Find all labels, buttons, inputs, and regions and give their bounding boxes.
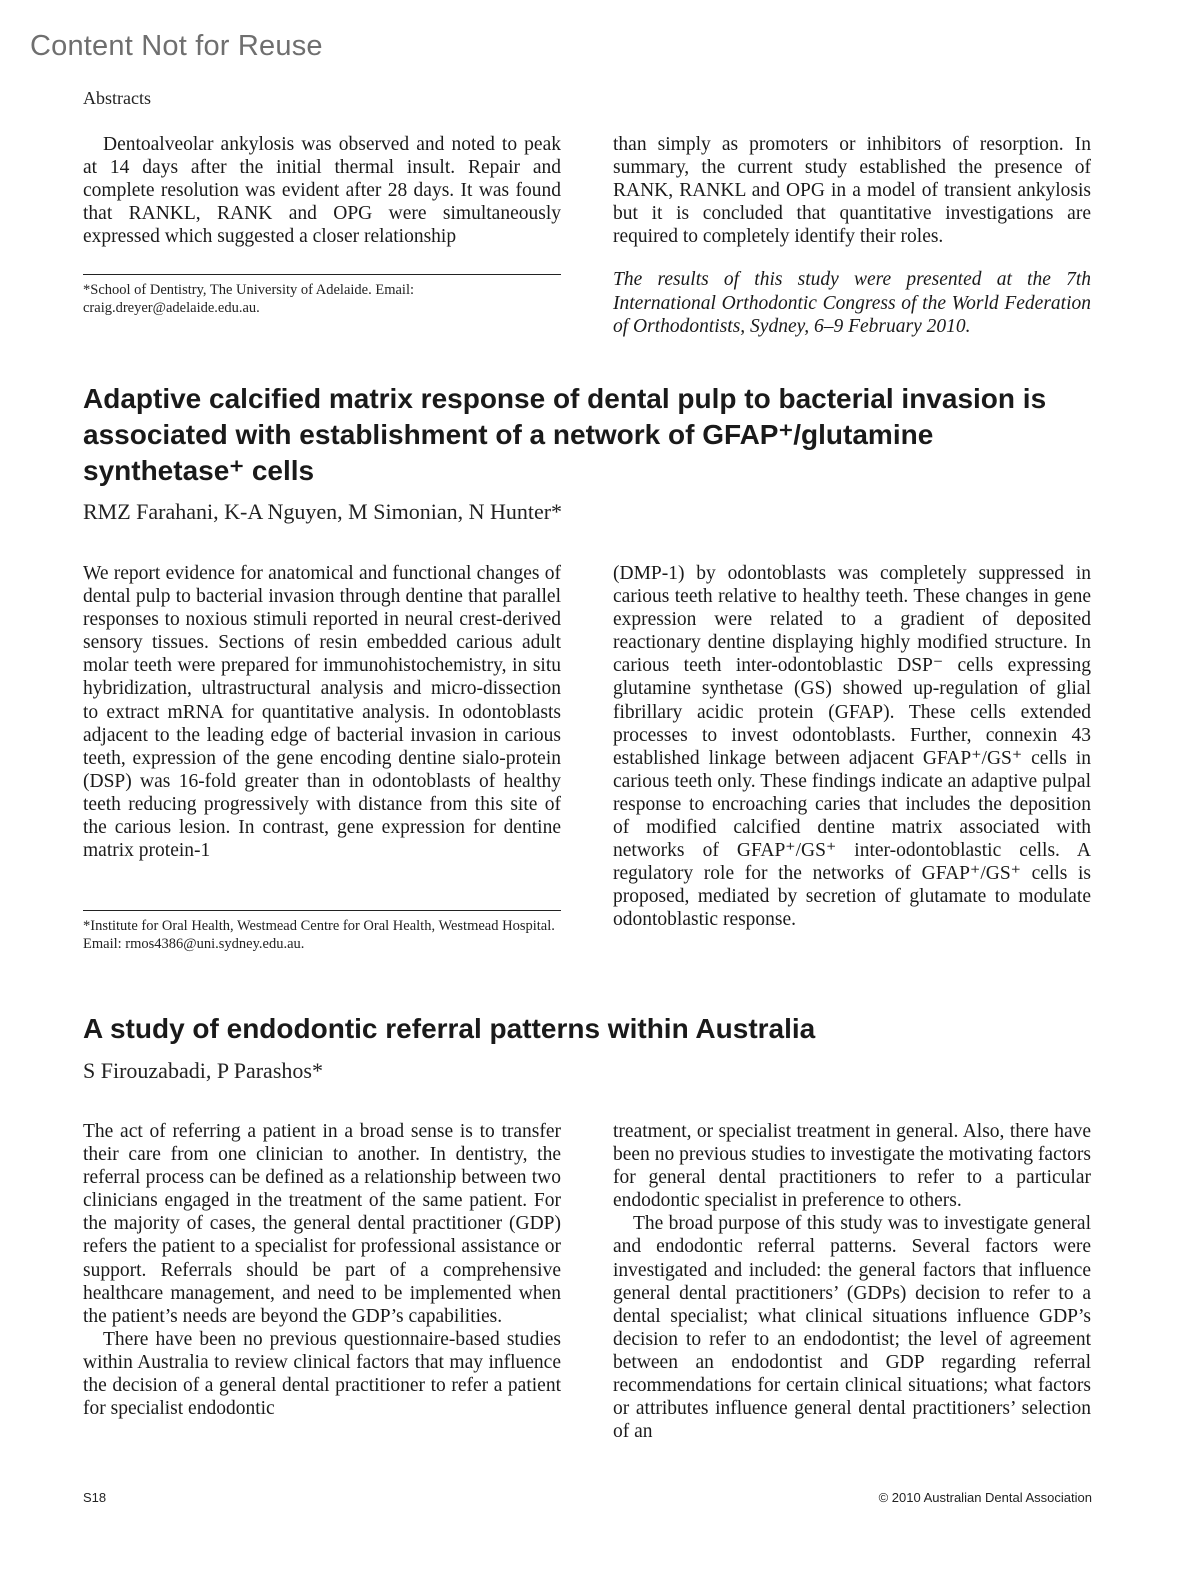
article3-right-p2: The broad purpose of this study was to investigate general and endodontic referral patterns. Several factors were investigated and included: the general factors that influence general dental practitioners’ (GDPs) decision to refer to a dental specialist; what clinical situations influence GDP’s decision to refer to an endodontist; the level of agreement between an endodontist and GDP regarding referral recommendations for certain clinical situations; what factors or attributes influence general dental practitioners’ selection of an	[613, 1213, 1091, 1443]
article3-left-p1: The act of referring a patient in a broad sense is to transfer their care from one clinician to another. In dentistry, the referral process can be defined as a relationship between two clinicians engaged in the treatment of the same patient. For the majority of cases, the general dental practitioner (GDP) refers the patient to a specialist for professional assistance or support. Referrals should be part of a comprehensive healthcare management, and need to be implemented when the patient’s needs are beyond the GDP’s capabilities.	[83, 1121, 561, 1327]
abstract1-left-column	[83, 133, 561, 248]
article2-footnote: *Institute for Oral Health, Westmead Centre for Oral Health, Westmead Hospital. Email: rmos4386@uni.sydney.edu.au.	[83, 910, 561, 953]
article3-right-p1: treatment, or specialist treatment in general. Also, there have been no previous studies to investigate the motivating factors for general dental practitioners to refer to a particular endodontic specialist in preference to others.	[613, 1121, 1091, 1212]
presentation-note: The results of this study were presented at the 7th International Orthodontic Congress of the World Federation of Orthodontists, Sydney, 6–9 February 2010.	[613, 269, 1091, 337]
article3-title: A study of endodontic referral patterns within Australia	[83, 1013, 816, 1044]
article2-authors: RMZ Farahani, K-A Nguyen, M Simonian, N Hunter*	[83, 499, 563, 524]
article3-left-column	[83, 1120, 561, 1420]
article2-title: Adaptive calcified matrix response of dental pulp to bacterial invasion is associated with establishment of a network of GFAP⁺/glutamine synthetase⁺ cells	[83, 383, 1047, 486]
article2-right-column	[613, 562, 1091, 932]
page-number: S18	[83, 1490, 107, 1505]
article2-right-text: (DMP-1) by odontoblasts was completely suppressed in carious teeth relative to healthy teeth. These changes in gene expression were related to a gradient of deposited reactionary dentine displaying highly modified structure. In carious teeth inter-odontoblastic DSP⁻ cells expressing glutamine synthetase (GS) showed up-regulation of glial fibrillary acidic protein (GFAP). These cells extended processes to invest odontoblasts. Further, connexin 43 established linkage between adjacent GFAP⁺/GS⁺ cells in carious teeth only. These findings indicate an adaptive pulpal response to encroaching caries that includes the deposition of modified calcified dentine matrix associated with networks of GFAP⁺/GS⁺ inter-odontoblastic cells. A regulatory role for the networks of GFAP⁺/GS⁺ cells is proposed, mediated by secretion of glutamate to modulate odontoblastic response.	[613, 563, 1091, 931]
abstract1-left-text: Dentoalveolar ankylosis was observed and noted to peak at 14 days after the initial thermal insult. Repair and complete resolution was evident after 28 days. It was found that RANKL, RANK and OPG were simultaneously expressed which suggested a closer relationship	[83, 134, 561, 248]
copyright: © 2010 Australian Dental Association	[878, 1490, 1092, 1505]
article3-authors: S Firouzabadi, P Parashos*	[83, 1058, 323, 1083]
article2-left-text: We report evidence for anatomical and functional changes of dental pulp to bacterial invasion through dentine that parallel responses to noxious stimuli reported in neural crest-derived sensory tissues. Sections of resin embedded carious adult molar teeth were prepared for immunohistochemistry, in situ hybridization, ultrastructural analysis and micro-dissection to extract mRNA for quantitative analysis. In odontoblasts adjacent to the leading edge of bacterial invasion in carious teeth, expression of the gene encoding dentine sialo-protein (DSP) was 16-fold greater than in odontoblasts of healthy teeth reducing progressively with distance from this site of the carious lesion. In contrast, gene expression for dentine matrix protein-1	[83, 563, 561, 862]
article3-right-column	[613, 1120, 1091, 1443]
abstract1-right-column	[613, 133, 1091, 248]
abstract1-right-text: than simply as promoters or inhibitors of resorption. In summary, the current study established the presence of RANK, RANKL and OPG in a model of transient ankylosis but it is concluded that quantitative investigations are required to completely identify their roles.	[613, 134, 1091, 248]
section-label: Abstracts	[83, 88, 151, 108]
watermark: Content Not for Reuse	[30, 30, 323, 62]
article3-left-p2: There have been no previous questionnaire-based studies within Australia to review clinical factors that may influence the decision of a general dental practitioner to refer a patient for specialist endodontic	[83, 1328, 561, 1420]
abstract1-footnote: *School of Dentistry, The University of Adelaide. Email: craig.dreyer@adelaide.edu.au.	[83, 274, 561, 317]
article2-left-column	[83, 562, 561, 862]
